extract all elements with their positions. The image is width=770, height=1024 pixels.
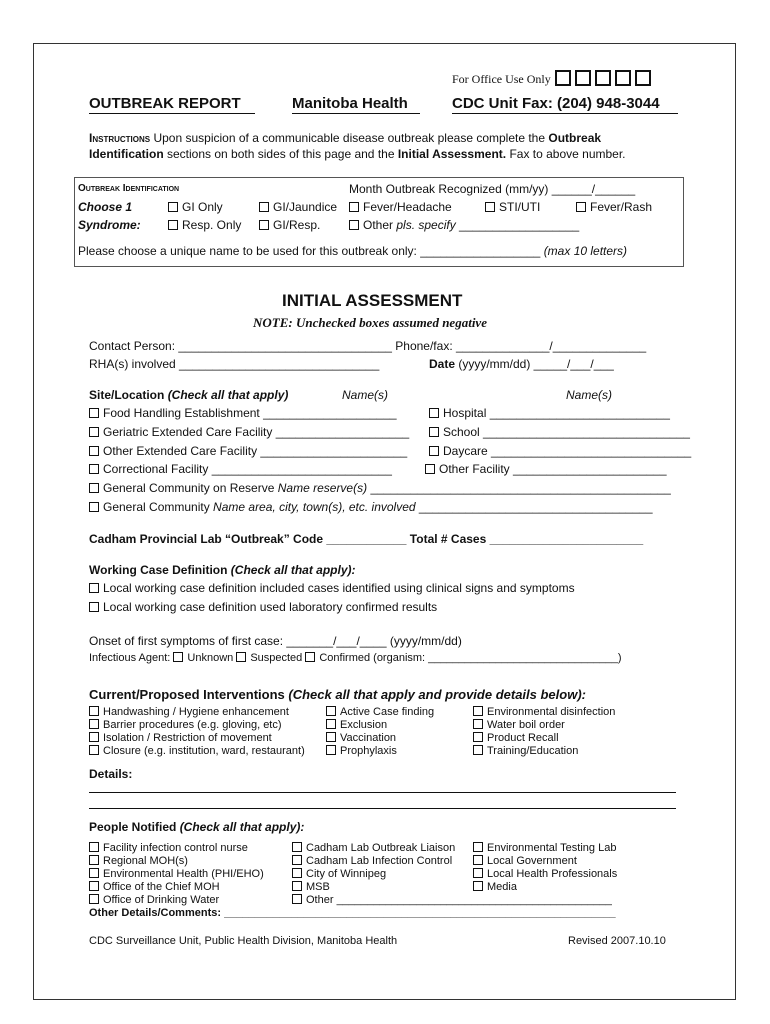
checkbox-icon bbox=[89, 842, 99, 852]
site-other-extended-care[interactable] bbox=[89, 444, 407, 458]
option-resp-only[interactable] bbox=[168, 218, 241, 232]
site-label: Other Extended Care Facility ______________________ bbox=[103, 444, 408, 458]
checkbox-icon bbox=[349, 220, 359, 230]
instructions-bold: Outbreak bbox=[548, 131, 602, 145]
syndrome-label: Syndrome: bbox=[78, 218, 141, 232]
site-label: Other Facility _______________________ bbox=[439, 462, 667, 476]
site-general-community[interactable] bbox=[89, 500, 653, 514]
case-def-label: Local working case definition used laboratory confirmed results bbox=[103, 600, 438, 614]
checkbox-icon bbox=[173, 652, 183, 662]
intervention-exclusion[interactable] bbox=[326, 719, 387, 731]
checkbox-icon bbox=[89, 706, 99, 716]
notified-cadham-liaison[interactable] bbox=[292, 842, 455, 854]
notified-label: Cadham Lab Infection Control bbox=[306, 855, 453, 867]
site-correctional[interactable] bbox=[89, 462, 392, 476]
checkbox-icon bbox=[89, 583, 99, 593]
option-fever-rash[interactable] bbox=[576, 200, 652, 214]
notified-label: Cadham Lab Outbreak Liaison bbox=[306, 842, 456, 854]
instructions-label: Instructions bbox=[89, 131, 151, 145]
checkbox-icon bbox=[168, 202, 178, 212]
outbreak-name-field[interactable] bbox=[78, 244, 627, 258]
checkbox-icon bbox=[473, 745, 483, 755]
option-label: GI/Jaundice bbox=[273, 200, 338, 214]
notified-label: Environmental Testing Lab bbox=[487, 842, 617, 854]
case-def-clinical[interactable] bbox=[89, 581, 575, 595]
notified-local-health-pros[interactable] bbox=[473, 868, 617, 880]
checkbox-icon bbox=[473, 842, 483, 852]
site-label: Food Handling Establishment ____________________ bbox=[103, 406, 397, 420]
checkbox-icon bbox=[89, 732, 99, 742]
instructions-line-1 bbox=[89, 131, 601, 145]
intervention-handwashing[interactable] bbox=[89, 706, 289, 718]
checkbox-icon bbox=[89, 483, 99, 493]
instructions-bold-3: Initial Assessment. bbox=[397, 147, 507, 161]
option-label: GI/Resp. bbox=[273, 218, 321, 232]
option-label: STI/UTI bbox=[499, 200, 541, 214]
checkbox-icon bbox=[485, 202, 495, 212]
notified-label: Environmental Health (PHI/EHO) bbox=[103, 868, 264, 880]
option-label: Fever/Headache bbox=[363, 200, 452, 214]
case-def-label: Local working case definition included cases identified using clinical signs and symptoms bbox=[103, 581, 575, 595]
site-label: General Community on Reserve bbox=[103, 481, 278, 495]
option-label: GI Only bbox=[182, 200, 223, 214]
names-col1-heading: Name(s) bbox=[342, 388, 389, 402]
notified-local-government[interactable] bbox=[473, 855, 577, 867]
site-label-note: Name area, city, town(s), etc. involved bbox=[213, 500, 416, 514]
notified-label: Other _____________________________________________ bbox=[306, 894, 612, 906]
notified-label: Facility infection control nurse bbox=[103, 842, 248, 854]
instructions-text: Upon suspicion of a communicable disease outbreak please complete the bbox=[153, 131, 549, 145]
option-sti-uti[interactable] bbox=[485, 200, 540, 214]
case-definition-heading bbox=[89, 563, 355, 577]
site-heading-note: (Check all that apply) bbox=[167, 388, 289, 402]
option-gi-only[interactable] bbox=[168, 200, 223, 214]
intervention-label: Water boil order bbox=[487, 719, 565, 731]
site-label: Daycare ______________________________ bbox=[443, 444, 692, 458]
intervention-label: Vaccination bbox=[340, 732, 397, 744]
checkbox-icon bbox=[305, 652, 315, 662]
agent-option-label: Confirmed (organism: _______________________________) bbox=[319, 652, 622, 664]
site-food-handling[interactable] bbox=[89, 406, 397, 420]
date-field[interactable] bbox=[429, 357, 614, 371]
checkbox-icon bbox=[473, 868, 483, 878]
notified-label: City of Winnipeg bbox=[306, 868, 387, 880]
checkbox-icon bbox=[89, 855, 99, 865]
office-checkbox-3[interactable] bbox=[595, 70, 611, 86]
instructions-text-3: Fax to above number. bbox=[506, 147, 626, 161]
checkbox-icon bbox=[473, 881, 483, 891]
notified-city-winnipeg[interactable] bbox=[292, 868, 386, 880]
notified-cadham-infection[interactable] bbox=[292, 855, 452, 867]
cadham-code-field[interactable]: Cadham Provincial Lab “Outbreak” Code ____________ Total # Cases _______________________ bbox=[89, 532, 644, 546]
intervention-label: Isolation / Restriction of movement bbox=[103, 732, 272, 744]
checkbox-icon bbox=[259, 220, 269, 230]
intervention-active-case[interactable] bbox=[326, 706, 434, 718]
site-daycare[interactable] bbox=[429, 444, 691, 458]
site-label-note: Name reserve(s) bbox=[277, 481, 368, 495]
site-heading: Site/Location bbox=[89, 388, 168, 402]
infectious-agent-row bbox=[89, 652, 621, 664]
agent-confirmed[interactable] bbox=[305, 652, 621, 664]
intervention-prophylaxis[interactable] bbox=[326, 745, 397, 757]
names-col2-heading: Name(s) bbox=[566, 388, 613, 402]
checkbox-icon bbox=[349, 202, 359, 212]
intervention-label: Closure (e.g. institution, ward, restaurant) bbox=[103, 745, 305, 757]
intervention-barrier[interactable] bbox=[89, 719, 282, 731]
intervention-label: Environmental disinfection bbox=[487, 706, 616, 718]
header-underline-3 bbox=[452, 113, 678, 114]
case-def-heading: Working Case Definition bbox=[89, 563, 231, 577]
site-geriatric-care[interactable] bbox=[89, 425, 409, 439]
instructions-line-2 bbox=[89, 147, 626, 161]
choose-one-label: Choose 1 bbox=[78, 200, 133, 214]
checkbox-icon bbox=[326, 745, 336, 755]
notified-label: MSB bbox=[306, 881, 330, 893]
intervention-label: Product Recall bbox=[487, 732, 559, 744]
option-gi-resp[interactable] bbox=[259, 218, 320, 232]
notified-note: (Check all that apply): bbox=[179, 820, 305, 834]
notified-env-health[interactable] bbox=[89, 868, 264, 880]
instructions-text-2: sections on both sides of this page and the bbox=[163, 147, 398, 161]
notified-label: Media bbox=[487, 881, 517, 893]
org-name: Manitoba Health bbox=[292, 95, 408, 112]
office-use-label: For Office Use Only bbox=[452, 72, 551, 86]
checkbox-icon bbox=[89, 894, 99, 904]
agent-option-label: Suspected bbox=[250, 652, 306, 664]
checkbox-icon bbox=[429, 408, 439, 418]
intervention-label: Handwashing / Hygiene enhancement bbox=[103, 706, 289, 718]
checkbox-icon bbox=[425, 464, 435, 474]
intervention-label: Exclusion bbox=[340, 719, 388, 731]
notified-msb[interactable] bbox=[292, 881, 330, 893]
month-recognized-field[interactable]: Month Outbreak Recognized (mm/yy) ______/______ bbox=[349, 182, 636, 196]
case-def-note: (Check all that apply): bbox=[230, 563, 356, 577]
option-label: Fever/Rash bbox=[590, 200, 653, 214]
checkbox-icon bbox=[473, 855, 483, 865]
checkbox-icon bbox=[89, 868, 99, 878]
option-gi-jaundice[interactable] bbox=[259, 200, 337, 214]
site-location-heading bbox=[89, 388, 288, 402]
intervention-recall[interactable] bbox=[473, 732, 559, 744]
checkbox-icon bbox=[89, 502, 99, 512]
site-school[interactable] bbox=[429, 425, 690, 439]
footer-left: CDC Surveillance Unit, Public Health Division, Manitoba Health bbox=[89, 935, 398, 947]
notified-other[interactable] bbox=[292, 894, 612, 906]
checkbox-icon bbox=[89, 427, 99, 437]
agent-suspected[interactable] bbox=[236, 652, 305, 664]
other-details-field[interactable]: Other Details/Comments: ________________________________________________________________ bbox=[89, 907, 616, 919]
option-other[interactable] bbox=[349, 218, 579, 232]
details-label: Details: bbox=[89, 767, 133, 781]
site-line: _____________________________________________ bbox=[367, 481, 671, 495]
checkbox-icon bbox=[576, 202, 586, 212]
site-label: School _______________________________ bbox=[443, 425, 690, 439]
agent-label: Infectious Agent: bbox=[89, 652, 174, 664]
site-label: General Community bbox=[103, 500, 214, 514]
checkbox-icon bbox=[326, 732, 336, 742]
notified-regional-moh[interactable] bbox=[89, 855, 188, 867]
intervention-label: Active Case finding bbox=[340, 706, 435, 718]
site-hospital[interactable] bbox=[429, 406, 670, 420]
assessment-note: NOTE: Unchecked boxes assumed negative bbox=[253, 315, 487, 330]
checkbox-icon bbox=[292, 855, 302, 865]
office-checkbox-2[interactable] bbox=[575, 70, 591, 86]
checkbox-icon bbox=[292, 868, 302, 878]
option-fever-headache[interactable] bbox=[349, 200, 452, 214]
contact-person-field[interactable]: Contact Person: ________________________________ Phone/fax: ______________/______________ bbox=[89, 339, 647, 353]
office-use-area bbox=[452, 70, 651, 87]
interventions-title: Current/Proposed Interventions bbox=[89, 687, 289, 702]
checkbox-icon bbox=[89, 745, 99, 755]
site-label: Hospital ___________________________ bbox=[443, 406, 670, 420]
site-other-facility[interactable] bbox=[425, 462, 667, 476]
details-line-2[interactable] bbox=[89, 808, 676, 809]
interventions-heading bbox=[89, 687, 586, 702]
checkbox-icon bbox=[326, 719, 336, 729]
notified-label: Local Government bbox=[487, 855, 577, 867]
case-def-laboratory[interactable] bbox=[89, 600, 437, 614]
agent-option-label: Unknown bbox=[187, 652, 237, 664]
agent-unknown[interactable] bbox=[173, 652, 236, 664]
details-line-1[interactable] bbox=[89, 792, 676, 793]
notified-chief-moh[interactable] bbox=[89, 881, 220, 893]
site-label: Correctional Facility ___________________________ bbox=[103, 462, 392, 476]
footer-revised: Revised 2007.10.10 bbox=[568, 935, 666, 947]
intervention-disinfection[interactable] bbox=[473, 706, 615, 718]
date-format: (yyyy/mm/dd) _____/___/___ bbox=[455, 357, 614, 371]
date-label: Date bbox=[429, 357, 456, 371]
intervention-closure[interactable] bbox=[89, 745, 305, 757]
report-title: OUTBREAK REPORT bbox=[89, 95, 241, 112]
office-checkbox-4[interactable] bbox=[615, 70, 631, 86]
site-line: ___________________________________ bbox=[415, 500, 653, 514]
fax-number: CDC Unit Fax: (204) 948-3044 bbox=[452, 95, 660, 112]
notified-drinking-water[interactable] bbox=[89, 894, 219, 906]
outbreak-name-prompt: Please choose a unique name to be used for this outbreak only: __________________ bbox=[78, 244, 544, 258]
rha-field[interactable]: RHA(s) involved ______________________________ bbox=[89, 357, 380, 371]
option-specify-label: pls. specify bbox=[396, 218, 456, 232]
checkbox-icon bbox=[89, 602, 99, 612]
header-underline-1 bbox=[89, 113, 255, 114]
option-label: Resp. Only bbox=[182, 218, 242, 232]
intervention-label: Training/Education bbox=[487, 745, 579, 757]
checkbox-icon bbox=[429, 446, 439, 456]
checkbox-icon bbox=[292, 894, 302, 904]
intervention-label: Barrier procedures (e.g. gloving, etc) bbox=[103, 719, 282, 731]
checkbox-icon bbox=[89, 881, 99, 891]
notified-label: Local Health Professionals bbox=[487, 868, 618, 880]
onset-field[interactable]: Onset of first symptoms of first case: _______/___/____ (yyyy/mm/dd) bbox=[89, 634, 462, 648]
site-community-reserve[interactable] bbox=[89, 481, 671, 495]
checkbox-icon bbox=[292, 881, 302, 891]
notified-label: Regional MOH(s) bbox=[103, 855, 188, 867]
checkbox-icon bbox=[473, 732, 483, 742]
office-checkbox-1[interactable] bbox=[555, 70, 571, 86]
intervention-training[interactable] bbox=[473, 745, 578, 757]
checkbox-icon bbox=[473, 706, 483, 716]
checkbox-icon bbox=[89, 446, 99, 456]
instructions-bold-2: Identification bbox=[89, 147, 164, 161]
checkbox-icon bbox=[89, 719, 99, 729]
site-label: Geriatric Extended Care Facility ____________________ bbox=[103, 425, 410, 439]
checkbox-icon bbox=[473, 719, 483, 729]
interventions-note: (Check all that apply and provide details below): bbox=[288, 687, 586, 702]
option-specify-line: __________________ bbox=[455, 218, 580, 232]
checkbox-icon bbox=[429, 427, 439, 437]
intervention-label: Prophylaxis bbox=[340, 745, 397, 757]
checkbox-icon bbox=[236, 652, 246, 662]
checkbox-icon bbox=[292, 842, 302, 852]
notified-label: Office of the Chief MOH bbox=[103, 881, 220, 893]
notified-infection-nurse[interactable] bbox=[89, 842, 248, 854]
intervention-isolation[interactable] bbox=[89, 732, 272, 744]
people-notified-heading bbox=[89, 820, 304, 834]
office-checkbox-5[interactable] bbox=[635, 70, 651, 86]
outbreak-id-heading: Outbreak Identification bbox=[78, 183, 180, 194]
outbreak-name-max: (max 10 letters) bbox=[543, 244, 628, 258]
checkbox-icon bbox=[326, 706, 336, 716]
initial-assessment-title: INITIAL ASSESSMENT bbox=[282, 291, 463, 310]
checkbox-icon bbox=[89, 464, 99, 474]
checkbox-icon bbox=[89, 408, 99, 418]
checkbox-icon bbox=[259, 202, 269, 212]
notified-env-testing-lab[interactable] bbox=[473, 842, 616, 854]
intervention-boil-order[interactable] bbox=[473, 719, 565, 731]
header-underline-2 bbox=[292, 113, 420, 114]
option-label: Other bbox=[363, 218, 397, 232]
notified-title: People Notified bbox=[89, 820, 180, 834]
notified-media[interactable] bbox=[473, 881, 517, 893]
checkbox-icon bbox=[168, 220, 178, 230]
notified-label: Office of Drinking Water bbox=[103, 894, 220, 906]
intervention-vaccination[interactable] bbox=[326, 732, 396, 744]
